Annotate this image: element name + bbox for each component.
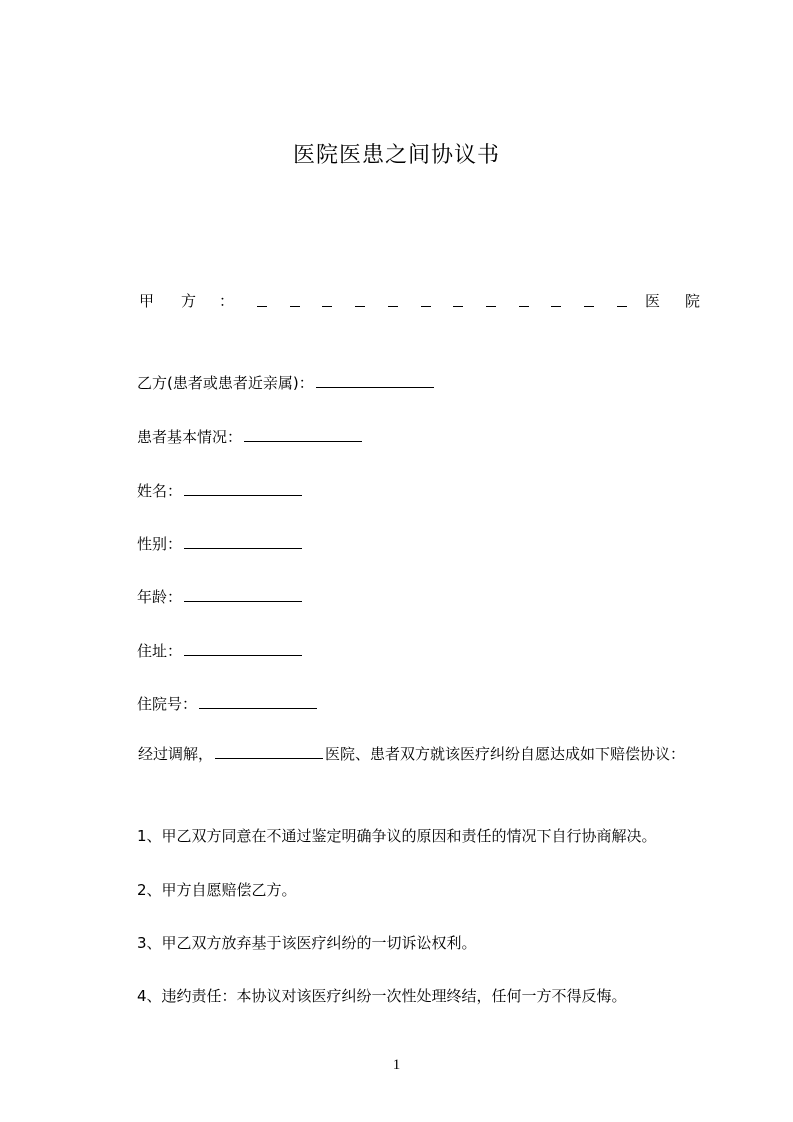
blank-dash	[617, 289, 627, 307]
patient-basic-blank	[244, 425, 362, 442]
mediation-paragraph	[104, 740, 704, 768]
blank-dash	[388, 289, 398, 307]
patient-basic-line	[137, 425, 362, 448]
patient-basic-label: 患者基本情况：	[137, 428, 243, 446]
page-number: 1	[392, 1057, 401, 1073]
gender-line	[137, 532, 302, 555]
party-a-suffix-2: 院	[685, 292, 701, 310]
address-blank	[184, 639, 302, 656]
mediation-suffix: 医院、患者双方就该医疗纠纷自愿达成如下赔偿协议：	[325, 745, 686, 763]
party-a-char-1: 甲	[139, 292, 155, 310]
clause-4: 4、违约责任：本协议对该医疗纠纷一次性处理终结，任何一方不得反悔。	[137, 987, 627, 1005]
party-b-label: 乙方(患者或患者近亲属)：	[137, 374, 314, 392]
age-label: 年龄：	[137, 588, 183, 606]
party-b-line	[137, 371, 434, 394]
party-a-blank	[257, 289, 627, 307]
blank-dash	[519, 289, 529, 307]
inpatient-no-line	[137, 692, 317, 715]
blank-dash	[355, 289, 365, 307]
party-a-colon: ：	[219, 292, 235, 310]
clause-2: 2、甲方自愿赔偿乙方。	[137, 881, 297, 899]
party-b-blank	[316, 371, 434, 388]
hospital-name-blank	[215, 742, 323, 759]
inpatient-no-blank	[199, 692, 317, 709]
name-line	[137, 479, 302, 502]
inpatient-no-label: 住院号：	[137, 695, 198, 713]
name-label: 姓名：	[137, 482, 183, 500]
blank-dash	[453, 289, 463, 307]
gender-blank	[184, 532, 302, 549]
gender-label: 性别：	[137, 535, 183, 553]
clause-1: 1、甲乙双方同意在不通过鉴定明确争议的原因和责任的情况下自行协商解决。	[137, 827, 657, 845]
mediation-prefix: 经过调解，	[138, 745, 214, 763]
blank-dash	[551, 289, 561, 307]
blank-dash	[322, 289, 332, 307]
document-title: 医院医患之间协议书	[292, 143, 500, 168]
blank-dash	[421, 289, 431, 307]
age-blank	[184, 585, 302, 602]
party-a-char-2: 方	[181, 292, 197, 310]
blank-dash	[584, 289, 594, 307]
age-line	[137, 585, 302, 608]
blank-dash	[257, 289, 267, 307]
address-line	[137, 639, 302, 662]
name-blank	[184, 479, 302, 496]
address-label: 住址：	[137, 642, 183, 660]
party-a-line	[137, 289, 703, 313]
blank-dash	[486, 289, 496, 307]
party-a-suffix-1: 医	[645, 292, 661, 310]
blank-dash	[290, 289, 300, 307]
clause-3: 3、甲乙双方放弃基于该医疗纠纷的一切诉讼权利。	[137, 934, 477, 952]
